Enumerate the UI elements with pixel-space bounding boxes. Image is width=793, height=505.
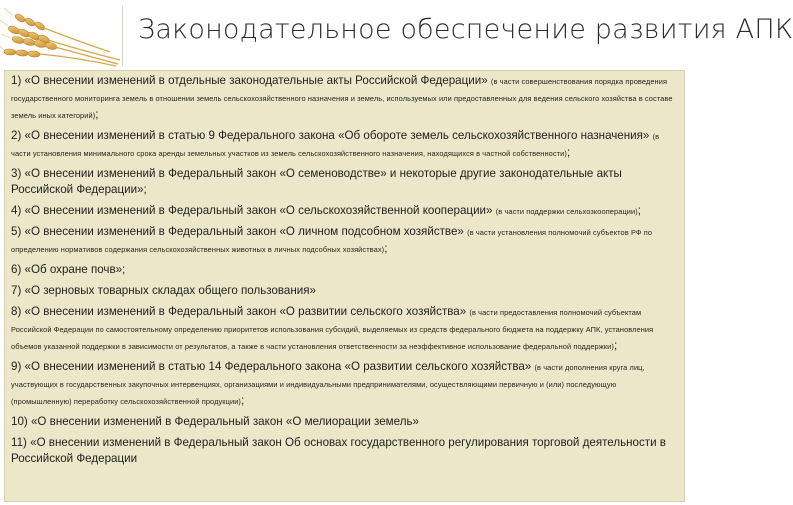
item-tail: ;: [95, 108, 99, 121]
list-item: [11, 223, 678, 257]
item-main-text: 3) «О внесении изменений в Федеральный закон «О семеноводстве» и некоторые другие законодательные акты Российской Федерации»;: [11, 167, 622, 196]
item-main-text: 5) «О внесении изменений в Федеральный закон «О личном подсобном хозяйстве»: [11, 225, 468, 238]
laws-list-panel: [4, 70, 685, 502]
list-item: [11, 72, 678, 123]
slide-title: Законодательное обеспечение развития АПК: [138, 14, 793, 45]
item-main-text: 1) «О внесении изменений в отдельные законодательные акты Российской Федерации»: [11, 74, 491, 87]
item-tail: ;: [566, 146, 571, 159]
item-tail: ;: [241, 394, 245, 407]
item-tail: ;: [637, 204, 642, 217]
laws-list: [5, 71, 684, 467]
list-item: [11, 127, 678, 161]
item-tail: ;: [613, 339, 618, 352]
list-item: [11, 413, 678, 430]
item-main-text: 10) «О внесении изменений в Федеральный закон «О мелиорации земель»: [11, 415, 419, 428]
item-note-text: (в части дополнения круга лиц, участвующих в государственных закупочных интервенциях, организациями и индивидуальными предпринимателями, осуществляющими первичную и (или) последующую (промышленную) переработку сельскохозяйственной продукции): [11, 363, 645, 406]
list-item: [11, 261, 678, 278]
list-item: [11, 282, 678, 299]
item-note-text: (в части совершенствования порядка проведения государственного мониторинга земель в отношении земель сельскохозяйственного назначения и земель, используемых или предоставленных для ведения сельского хозяйства в составе земель иных категорий): [11, 77, 673, 120]
list-item: [11, 202, 678, 219]
item-main-text: 6) «Об охране почв»;: [11, 263, 126, 276]
item-note-text: (в части поддержки сельхозкооперации): [495, 207, 638, 216]
item-tail: ;: [384, 242, 388, 255]
list-item: [11, 434, 678, 467]
slide-header: [0, 0, 793, 70]
list-item: [11, 303, 678, 354]
item-main-text: 7) «О зерновых товарных складах общего пользования»: [11, 284, 316, 297]
list-item: [11, 165, 678, 198]
item-note-text: (в части установления полномочий субъектов РФ по определению нормативов содержания сельскохозяйственных животных в личных подсобных хозяйствах): [11, 228, 653, 254]
list-item: [11, 358, 678, 409]
item-main-text: 8) «О внесении изменений в Федеральный закон «О развитии сельского хозяйства»: [11, 305, 470, 318]
item-note-text: (в части предоставления полномочий субъектам Российской Федерации по самостоятельному определению приоритетов использования субсидий, выделяемых из средств федерального бюджета на поддержку АПК, установления объемов указанной поддержки в зависимости от результатов, а также в части установления ответственности за неэффективное использование федеральной поддержки): [11, 308, 654, 351]
item-note-text: (в части установления минимального срока аренды земельных участков из земель сельскохозяйственного назначения, находящихся в частной собственности): [11, 132, 660, 158]
wheat-ears-decoration: [0, 0, 128, 68]
item-main-text: 9) «О внесении изменений в статью 14 Федерального закона «О развитии сельского хозяйства»: [11, 360, 535, 373]
title-divider: [122, 6, 123, 66]
item-main-text: 2) «О внесении изменений в статью 9 Федерального закона «Об обороте земель сельскохозяйственного назначения»: [11, 129, 653, 142]
item-main-text: 4) «О внесении изменений в Федеральный закон «О сельскохозяйственной кооперации»: [11, 204, 496, 217]
item-main-text: 11) «О внесении изменений в Федеральный закон Об основах государственного регулирования торговой деятельности в Российской Федерации: [11, 436, 666, 465]
